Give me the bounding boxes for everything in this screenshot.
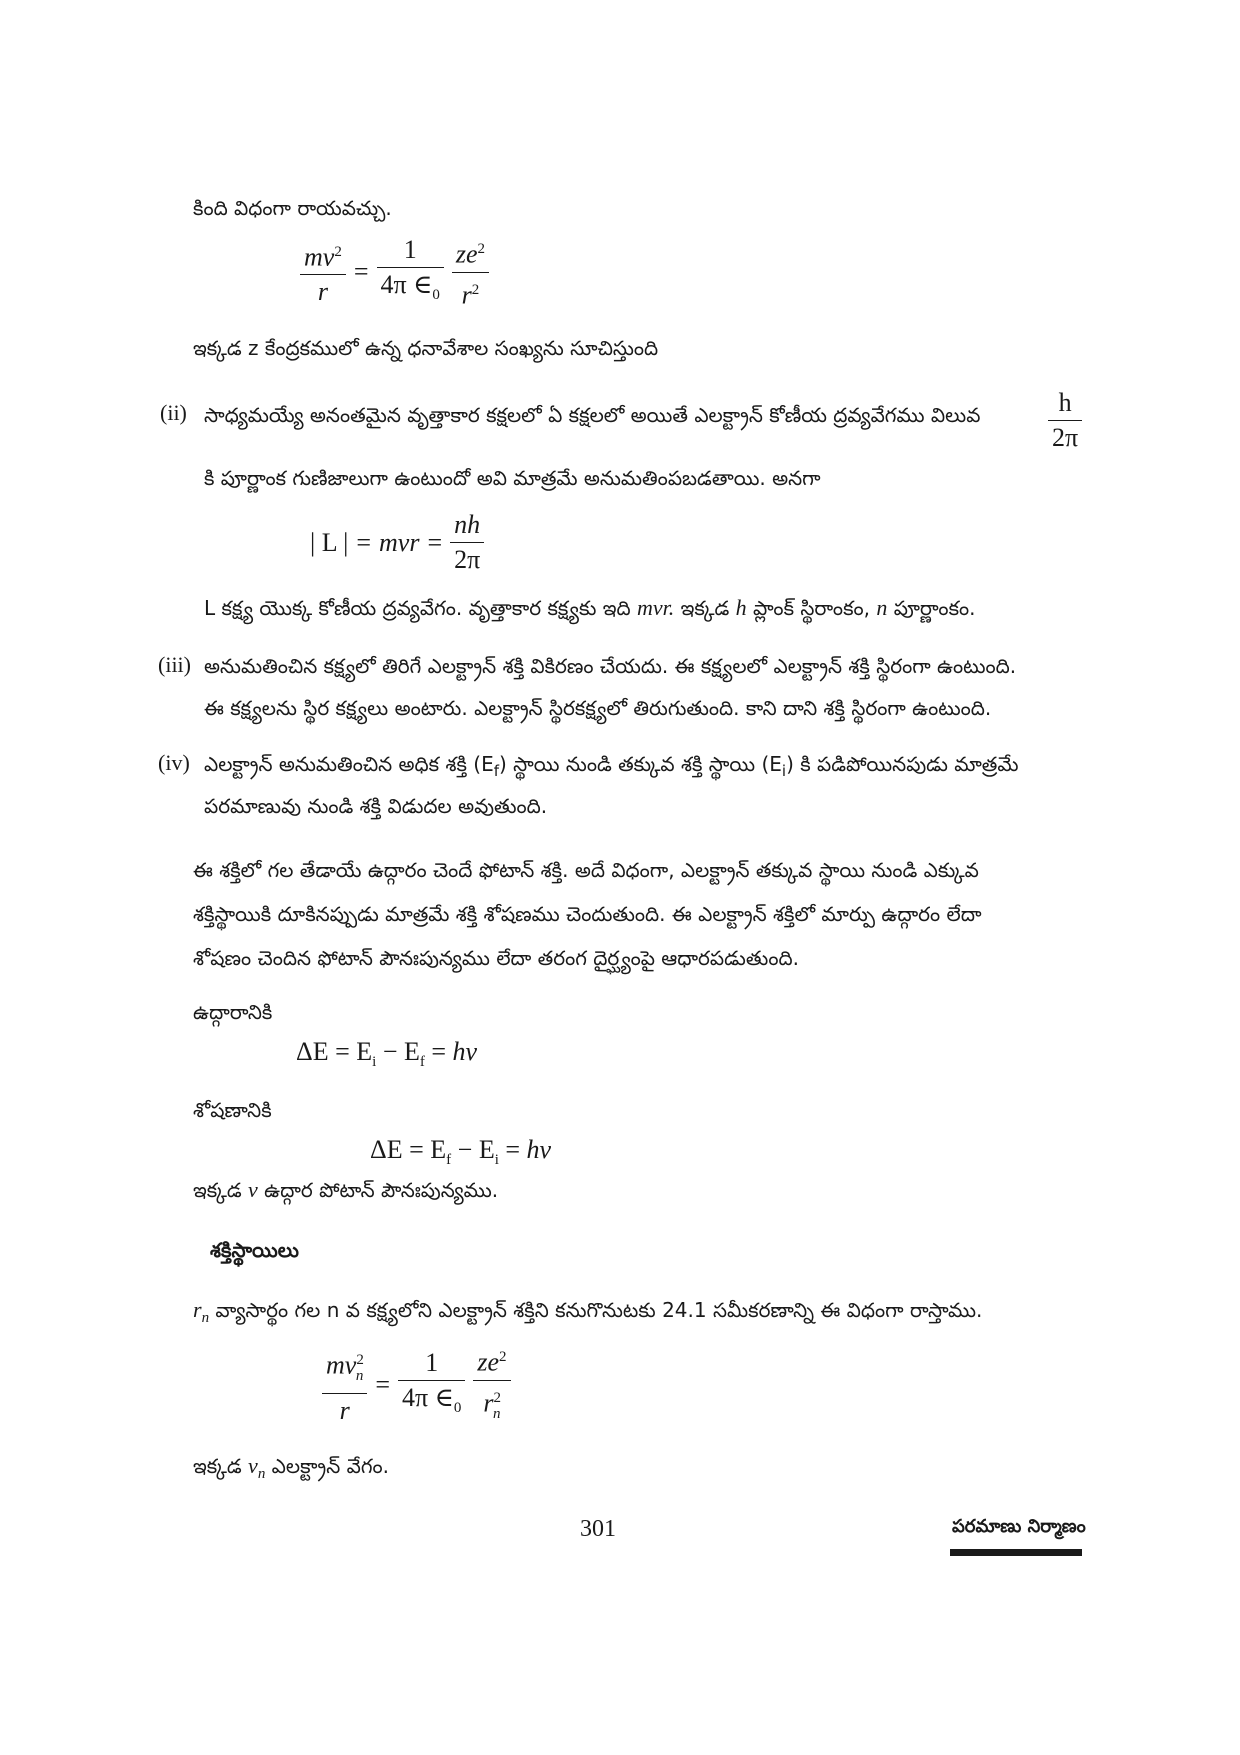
L-definition-line xyxy=(204,586,976,630)
item-iv-part2: ) స్థాయి నుండి తక్కువ శక్తి స్థాయి (E xyxy=(499,752,782,776)
equation-angular-momentum xyxy=(310,508,484,577)
z-note: ఇక్కడ z కేంద్రకములో ఉన్న ధనావేశాల సంఖ్యను సూచిస్తుంది xyxy=(193,336,659,360)
item-iv-part1: ఎలక్ట్రాన్ అనుమతించిన అధిక శక్తి (E xyxy=(204,752,494,776)
eq2-den: 2π xyxy=(454,545,481,574)
eq4-a-sub: f xyxy=(446,1152,452,1169)
item-ii-fraction xyxy=(1048,386,1082,455)
eq5-lhs-sup: 2 xyxy=(356,1351,364,1368)
eq5-lhs-sub: n xyxy=(355,1367,364,1384)
L-line-part2: ఇక్కడ xyxy=(674,596,736,620)
page-number: 301 xyxy=(580,1516,616,1542)
eq1-lhs-num: mv xyxy=(304,242,335,272)
eq1-rhs-den: r xyxy=(461,280,472,310)
eq1-rhs-num-sup: 2 xyxy=(477,241,486,257)
v-note xyxy=(193,1168,498,1212)
eq4-c: = xyxy=(498,1135,527,1164)
absorption-label: శోషణానికి xyxy=(193,1098,272,1122)
eq2-equals-2: = xyxy=(427,527,443,557)
eq2-mid: mvr xyxy=(379,527,420,557)
eq4-b-sub: i xyxy=(494,1152,499,1169)
eq1-const-num: 1 xyxy=(377,233,444,268)
v-note-v: v xyxy=(248,1177,258,1202)
eq2-lhs: | L | xyxy=(310,527,349,557)
eq2-equals-1: = xyxy=(356,527,371,557)
eq4-a: ΔE = E xyxy=(370,1135,447,1164)
item-iv-line2: పరమాణువు నుండి శక్తి విడుదల అవుతుంది. xyxy=(204,794,548,818)
item-iv-part3: ) కి పడిపోయినపుడు మాత్రమే xyxy=(786,752,1019,776)
emission-label: ఉద్గారానికి xyxy=(193,1000,273,1024)
vn-note-part1: ఇక్కడ xyxy=(193,1454,249,1478)
eq5-const-den: 4π ∈ xyxy=(402,1382,454,1412)
eq1-lhs-sup: 2 xyxy=(334,243,342,260)
eq2-num: nh xyxy=(450,508,484,543)
intro-line: కింది విధంగా రాయవచ్చు. xyxy=(193,196,392,220)
eq5-lhs-num: mv xyxy=(326,1350,357,1380)
eq1-rhs-fraction xyxy=(452,232,489,312)
para-line2: శక్తిస్థాయికి దూకినప్పుడు మాత్రమే శక్తి శోషణము చెందుతుంది. ఈ ఎలక్ట్రాన్ శక్తిలో మార్పు ఉద్గారం లేదా xyxy=(193,902,982,926)
equation-centripetal xyxy=(300,232,489,312)
item-iv-sub-i: i xyxy=(781,762,787,780)
item-ii-frac-den: 2π xyxy=(1052,423,1079,452)
equation-centripetal-n xyxy=(322,1340,511,1431)
L-line-part3: ప్లాంక్ స్థిరాంకం, xyxy=(746,596,877,620)
vn-note-part2: ఎలక్ట్రాన్ వేగం. xyxy=(265,1454,389,1478)
item-ii-line1: సాధ్యమయ్యే అనంతమైన వృత్తాకార కక్షలలో ఏ కక్షలలో అయితే ఎలక్ట్రాన్ కోణీయ ద్రవ్యవేగము విలువ xyxy=(204,403,981,427)
rn-line-r: r xyxy=(193,1297,202,1322)
eq5-rhs-fraction xyxy=(473,1340,510,1431)
equation-emission xyxy=(296,1030,477,1084)
eq5-const-den-sub: 0 xyxy=(453,1399,462,1416)
eq5-lhs-den: r xyxy=(339,1395,350,1425)
eq3-a-sub: i xyxy=(372,1054,377,1071)
eq3-a: ΔE = E xyxy=(296,1037,373,1066)
eq3-b-sub: f xyxy=(419,1054,425,1071)
L-line-part1: L కక్ష్య యొక్క కోణీయ ద్రవ్యవేగం. వృత్తాకార కక్ష్యకు ఇది xyxy=(204,596,637,620)
eq1-rhs-den-sup: 2 xyxy=(471,281,480,298)
vn-note-v-sub: n xyxy=(257,1466,266,1482)
chapter-title: పరమాణు నిర్మాణం xyxy=(952,1516,1086,1537)
para-line1: ఈ శక్తిలో గల తేడాయే ఉద్గారం చెందే ఫోటాన్ శక్తి. అదే విధంగా, ఎలక్ట్రాన్ తక్కువ స్థాయి నుండి ఎక్కువ xyxy=(193,858,979,882)
eq5-rhs-num: ze xyxy=(477,1347,500,1377)
eq3-c: = xyxy=(424,1037,453,1066)
eq3-b: − E xyxy=(376,1037,420,1066)
eq5-rhs-num-sup: 2 xyxy=(499,1349,507,1365)
eq1-rhs-num: ze xyxy=(455,239,478,269)
vn-note xyxy=(193,1444,389,1496)
item-iii-line1: అనుమతించిన కక్ష్యలో తిరిగే ఎలక్ట్రాన్ శక్తి వికిరణం చేయదు. ఈ కక్ష్యలలో ఎలక్ట్రాన్ శక్తి స్థిరంగా ఉంటుంది. xyxy=(204,654,1017,678)
item-iii-line2: ఈ కక్ష్యలను స్థిర కక్ష్యలు అంటారు. ఎలక్ట్రాన్ స్థిరకక్ష్యలో తిరుగుతుంది. కాని దాని శక్తి స్థిరంగా ఉంటుంది. xyxy=(204,696,992,720)
eq1-equals: = xyxy=(353,257,369,287)
item-ii-frac-num: h xyxy=(1048,386,1082,421)
eq3-hv: hv xyxy=(452,1037,478,1066)
section-heading: శక్తిస్థాయిలు xyxy=(210,1238,299,1262)
vn-note-v: v xyxy=(248,1453,258,1478)
v-note-part2: ఉద్గార పోటాన్ పౌనఃపున్యము. xyxy=(257,1178,499,1202)
item-iv-label: (iv) xyxy=(158,750,190,775)
para-line3: శోషణం చెందిన ఫోటాన్ పౌనఃపున్యము లేదా తరంగ దైర్ఘ్యంపై ఆధారపడుతుంది. xyxy=(193,946,799,970)
eq5-rhs-den: r xyxy=(483,1388,494,1418)
v-note-part1: ఇక్కడ xyxy=(193,1178,249,1202)
rn-line xyxy=(193,1288,982,1340)
eq4-b: − E xyxy=(451,1135,495,1164)
eq5-rhs-den-sub: n xyxy=(493,1405,501,1422)
eq5-const-fraction xyxy=(398,1346,465,1425)
eq1-lhs-fraction xyxy=(300,235,346,310)
item-ii-label: (ii) xyxy=(160,400,187,425)
item-ii-line2: కి పూర్ణాంక గుణిజాలుగా ఉంటుందో అవి మాత్రమే అనుమతింపబడతాయి. అనగా xyxy=(204,466,821,490)
eq5-const-num: 1 xyxy=(398,1346,465,1381)
footer-rule xyxy=(950,1549,1082,1556)
L-line-h: h xyxy=(735,595,747,620)
eq1-const-fraction xyxy=(377,233,444,312)
eq5-equals: = xyxy=(375,1370,390,1400)
item-iv-sub-f: f xyxy=(493,762,499,780)
rn-line-r-sub: n xyxy=(201,1310,210,1326)
eq5-lhs-fraction xyxy=(322,1343,367,1428)
L-line-mvr: mvr. xyxy=(636,595,675,620)
eq2-fraction xyxy=(450,508,484,577)
eq1-lhs-den: r xyxy=(317,277,328,307)
eq5-rhs-den-sup: 2 xyxy=(493,1389,502,1406)
eq1-const-den: 4π ∈ xyxy=(380,269,433,299)
eq1-const-den-sub: 0 xyxy=(432,286,440,303)
L-line-n: n xyxy=(876,595,888,620)
L-line-part4: పూర్ణాంకం. xyxy=(887,596,976,620)
item-iii-label: (iii) xyxy=(158,652,191,677)
eq4-hv: hv xyxy=(526,1135,552,1164)
rn-line-text: వ్యాసార్థం గల n వ కక్ష్యలోని ఎలక్ట్రాన్ శక్తిని కనుగొనుటకు 24.1 సమీకరణాన్ని ఈ విధంగా రాస్తాము. xyxy=(209,1298,983,1322)
